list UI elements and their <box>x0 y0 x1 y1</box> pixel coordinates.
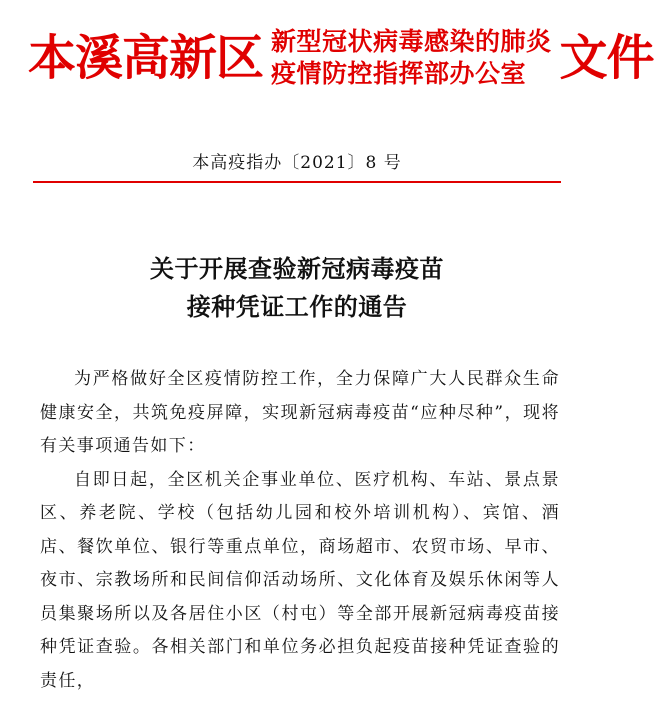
body-paragraph-2: 自即日起，全区机关企事业单位、医疗机构、车站、景点景区、养老院、学校（包括幼儿园和校外培训机构）、宾馆、酒店、餐饮单位、银行等重点单位，商场超市、农贸市场、早市、夜市、宗教场所和民间信仰活动场所、文化体育及娱乐休闲等人员集聚场所以及各居住小区（村屯）等全部开展新冠病毒疫苗接种凭证查验。各相关部门和单位务必担负起疫苗接种凭证查验的责任， <box>40 469 560 691</box>
document-title <box>0 250 594 326</box>
title-line-1: 关于开展查验新冠病毒疫苗 <box>150 254 444 283</box>
title-line-2: 接种凭证工作的通告 <box>186 292 408 321</box>
header-office-line-2: 疫情防控指挥部办公室 <box>271 59 527 88</box>
header-office-name <box>271 26 552 90</box>
document-header <box>28 18 654 98</box>
red-divider <box>33 181 561 183</box>
header-issuer: 本溪高新区 <box>28 30 264 86</box>
header-doc-type: 文件 <box>559 30 654 86</box>
header-office-line-1: 新型冠状病毒感染的肺炎 <box>271 27 552 56</box>
body-paragraph-1: 为严格做好全区疫情防控工作，全力保障广大人民群众生命健康安全，共筑免疫屏障，实现新冠病毒疫苗“应种尽种”，现将有关事项通告如下： <box>40 369 560 456</box>
document-number: 本高疫指办〔2021〕8 号 <box>192 153 402 173</box>
document-body <box>40 363 560 698</box>
